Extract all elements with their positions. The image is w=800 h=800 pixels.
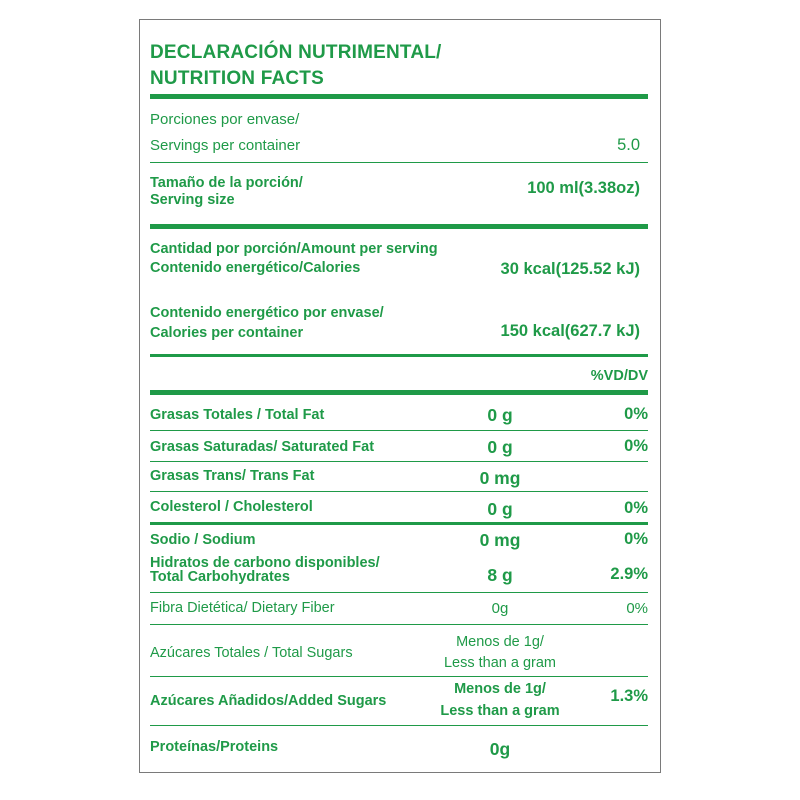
cholesterol-label: Colesterol / Cholesterol	[150, 499, 313, 515]
carbohydrates-dv: 2.9%	[610, 565, 648, 583]
calories-per-container-value: 150 kcal(627.7 kJ)	[500, 322, 640, 340]
serving-size-label-en: Serving size	[150, 192, 235, 208]
title-line-2: NUTRITION FACTS	[150, 68, 324, 89]
row-rule	[150, 461, 648, 462]
total-sugars-amount-line-1: Menos de 1g/	[456, 634, 544, 650]
trans-fat-label: Grasas Trans/ Trans Fat	[150, 468, 315, 484]
total-sugars-label: Azúcares Totales / Total Sugars	[150, 645, 353, 661]
serving-size-value: 100 ml(3.38oz)	[527, 179, 640, 197]
amount-per-serving-label: Cantidad por porción/Amount per serving	[150, 241, 438, 257]
total-fat-dv: 0%	[624, 405, 648, 423]
title-rule	[150, 94, 648, 99]
cholesterol-dv: 0%	[624, 499, 648, 517]
calories-per-serving-value: 30 kcal(125.52 kJ)	[500, 260, 640, 278]
saturated-fat-amount: 0 g	[487, 437, 513, 457]
sodium-label: Sodio / Sodium	[150, 532, 256, 548]
calories-per-container-label-es: Contenido energético por envase/	[150, 305, 384, 321]
title-line-1: DECLARACIÓN NUTRIMENTAL/	[150, 42, 442, 63]
carbohydrates-label-line-1: Hidratos de carbono disponibles/	[150, 555, 380, 571]
nutrition-facts-panel	[139, 19, 661, 773]
calories-rule	[150, 354, 648, 357]
added-sugars-label: Azúcares Añadidos/Added Sugars	[150, 693, 387, 709]
calories-label: Contenido energético/Calories	[150, 260, 361, 276]
dv-header-rule	[150, 390, 648, 395]
row-rule	[150, 430, 648, 431]
row-rule	[150, 592, 648, 593]
trans-fat-amount: 0 mg	[479, 468, 521, 488]
carbohydrates-amount: 8 g	[487, 565, 513, 585]
total-fat-label: Grasas Totales / Total Fat	[150, 407, 325, 423]
serving-size-rule	[150, 224, 648, 229]
cholesterol-rule	[150, 522, 648, 525]
total-sugars-amount-line-2: Less than a gram	[443, 655, 557, 671]
servings-value: 5.0	[617, 136, 640, 154]
saturated-fat-label: Grasas Saturadas/ Saturated Fat	[150, 439, 375, 455]
saturated-fat-dv: 0%	[624, 437, 648, 455]
cholesterol-amount: 0 g	[487, 499, 513, 519]
row-rule	[150, 725, 648, 726]
added-sugars-dv: 1.3%	[610, 687, 648, 705]
servings-rule	[150, 162, 648, 163]
proteins-label: Proteínas/Proteins	[150, 739, 279, 755]
calories-per-container-label-en: Calories per container	[150, 325, 304, 341]
sodium-amount: 0 mg	[479, 530, 521, 550]
row-rule	[150, 624, 648, 625]
servings-label-es: Porciones por envase/	[150, 111, 300, 128]
added-sugars-amount-line-2: Less than a gram	[440, 703, 560, 719]
dietary-fiber-label: Fibra Dietética/ Dietary Fiber	[150, 600, 335, 616]
proteins-amount: 0g	[489, 739, 511, 759]
serving-size-label-es: Tamaño de la porción/	[150, 175, 303, 191]
row-rule	[150, 676, 648, 677]
dietary-fiber-dv: 0%	[626, 600, 648, 617]
servings-label-en: Servings per container	[150, 137, 301, 154]
dv-header: %VD/DV	[590, 368, 648, 384]
carbohydrates-label-line-2: Total Carbohydrates	[150, 569, 290, 585]
sodium-dv: 0%	[624, 530, 648, 548]
dietary-fiber-amount: 0g	[491, 600, 509, 617]
added-sugars-amount-line-1: Menos de 1g/	[454, 681, 546, 697]
total-fat-amount: 0 g	[487, 405, 513, 425]
row-rule	[150, 491, 648, 492]
